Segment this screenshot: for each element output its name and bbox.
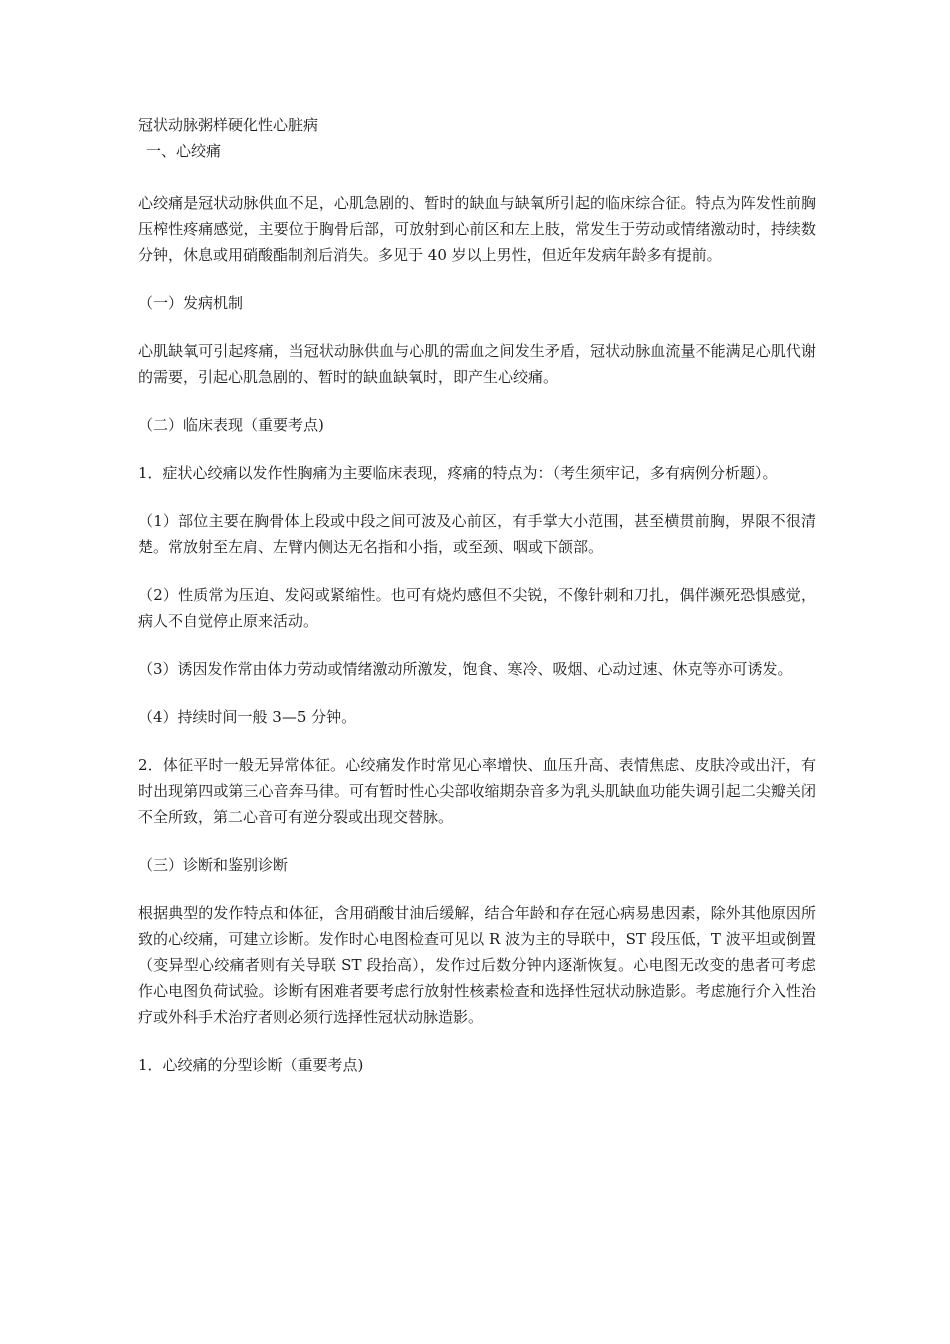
symptom-item-nature: （2）性质常为压迫、发闷或紧缩性。也可有烧灼感但不尖锐，不像针刺和刀扎，偶伴濒死恐惧感觉，病人不自觉停止原来活动。 [138, 586, 816, 630]
diagnosis-paragraph: 根据典型的发作特点和体征，含用硝酸甘油后缓解，结合年龄和存在冠心病易患因素，除外其他原因所致的心绞痛，可建立诊断。发作时心电图检查可见以 R 波为主的导联中，ST 段压低，T 波平坦或倒置（变异型心绞痛者则有关导联 ST 段抬高），发作过后数分钟内逐渐恢复。心电图无改变的患者可考虑作心电图负荷试验。诊断有困难者要考虑行放射性核素检查和选择性冠状动脉造影。考虑施行介入性治疗或外科手术治疗者则必须行选择性冠状动脉造影。 [138, 904, 817, 1026]
intro-paragraph: 心绞痛是冠状动脉供血不足，心肌急剧的、暂时的缺血与缺氧所引起的临床综合征。特点为阵发性前胸压榨性疼痛感觉，主要位于胸骨后部，可放射到心前区和左上肢，常发生于劳动或情绪激动时，持续数分钟，休息或用硝酸酯制剂后消失。多见于 40 岁以上男性，但近年发病年龄多有提前。 [138, 194, 816, 264]
document-body [138, 112, 816, 1100]
symptom-paragraph: 1．症状心绞痛以发作性胸痛为主要临床表现，疼痛的特点为：（考生须牢记，多有病例分析题）。 [138, 464, 778, 482]
subheading-diagnosis: （三）诊断和鉴别诊断 [138, 856, 289, 874]
document-title: 冠状动脉粥样硬化性心脏病 [138, 116, 319, 134]
pathogenesis-paragraph: 心肌缺氧可引起疼痛，当冠状动脉供血与心肌的需血之间发生矛盾，冠状动脉血流量不能满足心肌代谢的需要，引起心肌急剧的、暂时的缺血缺氧时，即产生心绞痛。 [138, 342, 816, 386]
symptom-item-trigger: （3）诱因发作常由体力劳动或情绪激动所激发，饱食、寒冷、吸烟、心动过速、休克等亦可诱发。 [138, 660, 793, 678]
subheading-clinical: （二）临床表现（重要考点) [138, 416, 324, 434]
signs-paragraph: 2．体征平时一般无异常体征。心绞痛发作时常见心率增快、血压升高、表情焦虑、皮肤冷或出汗，有时出现第四或第三心音奔马律。可有暂时性心尖部收缩期杂音多为乳头肌缺血功能失调引起二尖瓣关闭不全所致，第二心音可有逆分裂或出现交替脉。 [138, 756, 816, 826]
symptom-item-duration: （4）持续时间一般 3—5 分钟。 [138, 708, 357, 726]
classification-heading: 1．心绞痛的分型诊断（重要考点) [138, 1056, 364, 1074]
subheading-pathogenesis: （一）发病机制 [138, 294, 244, 312]
symptom-item-location: （1）部位主要在胸骨体上段或中段之间可波及心前区，有手掌大小范围，甚至横贯前胸，界限不很清楚。常放射至左肩、左臂内侧达无名指和小指，或至颈、咽或下颌部。 [138, 512, 816, 556]
section-heading-angina: 一、心绞痛 [146, 142, 222, 160]
